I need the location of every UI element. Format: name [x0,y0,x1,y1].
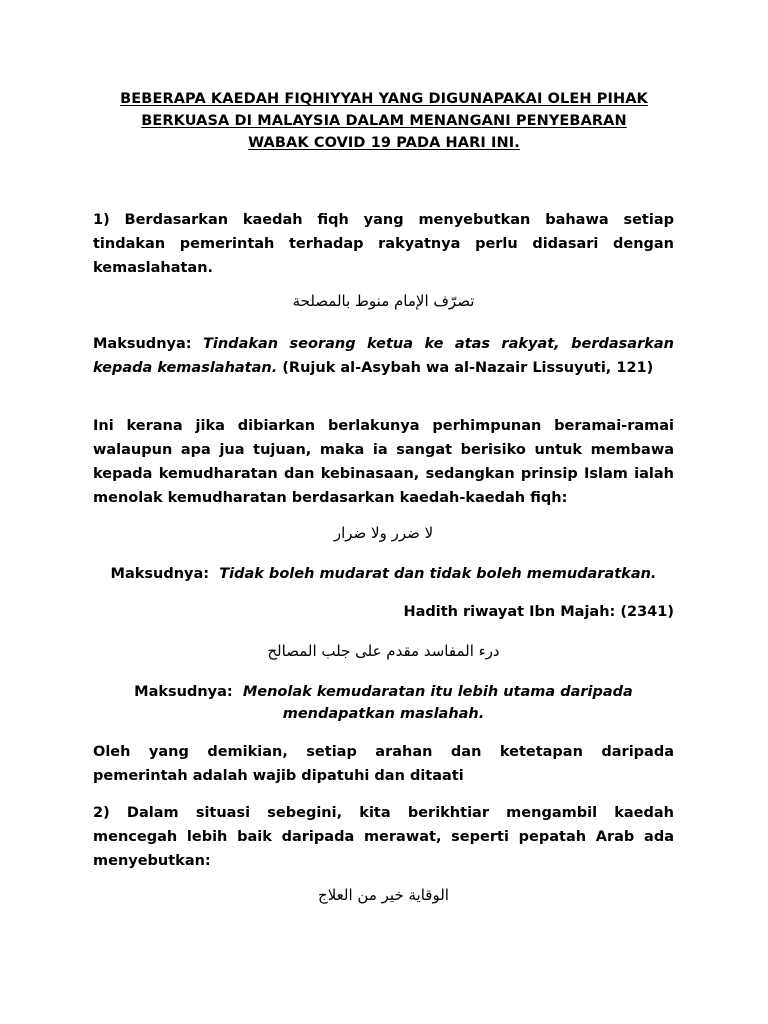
explanation-paragraph: Ini kerana jika dibiarkan berlakunya perhimpunan beramai-ramai walaupun apa jua tujuan, maka ia sangat berisiko untuk membawa kepada kemudharatan dan kebinasaan, sedangkan prinsip Islam ialah menolak kemudharatan berdasarkan kaedah-kaedah fiqh: [93,418,674,506]
meaning-2-text: Tidak boleh mudarat dan tidak boleh memudaratkan. [219,566,657,582]
conclusion-paragraph: Oleh yang demikian, setiap arahan dan ketetapan daripada pemerintah adalah wajib dipatuhi dan ditaati [93,744,674,784]
title-line-2: BERKUASA DI MALAYSIA DALAM MENANGANI PENYEBARAN [141,113,627,129]
meaning-3-label: Maksudnya: [134,684,233,700]
arabic-maxim-4: الوقاية خير من العلاج [318,886,449,904]
meaning-3-line-2 [93,703,674,725]
meaning-2-label: Maksudnya: [110,566,210,582]
arabic-maxim-3: درء المفاسد مقدم على جلب المصالح [267,642,500,660]
meaning-1-label: Maksudnya: [93,336,192,352]
meaning-3-text-2: mendapatkan maslahah. [282,706,485,722]
arabic-maxim-1: تصرّف الإمام منوط بالمصلحة [292,292,475,310]
meaning-1-reference: (Rujuk al-Asybah wa al-Nazair Lissuyuti, 121) [282,360,654,376]
meaning-3-line-1 [93,681,674,703]
document-title [60,88,708,154]
hadith-reference: Hadith riwayat Ibn Majah: (2341) [403,604,674,620]
meaning-2-line [93,563,674,585]
section-2-paragraph: 2) Dalam situasi sebegini, kita berikhtiar mengambil kaedah mencegah lebih baik daripada merawat, seperti pepatah Arab ada menyebutkan: [93,805,674,869]
title-line-1: BEBERAPA KAEDAH FIQHIYYAH YANG DIGUNAPAKAI OLEH PIHAK [120,91,648,107]
meaning-3-text-1: Menolak kemudaratan itu lebih utama daripada [242,684,633,700]
meaning-1-paragraph [93,332,674,380]
meaning-1-text: Tindakan seorang ketua ke atas rakyat, berdasarkan kepada kemaslahatan. [93,336,674,376]
arabic-maxim-2: لا ضرر ولا ضرار [333,524,434,542]
section-1-paragraph: 1) Berdasarkan kaedah fiqh yang menyebutkan bahawa setiap tindakan pemerintah terhadap rakyatnya perlu didasari dengan kemaslahatan. [93,212,674,276]
title-line-3: WABAK COVID 19 PADA HARI INI. [248,135,520,151]
